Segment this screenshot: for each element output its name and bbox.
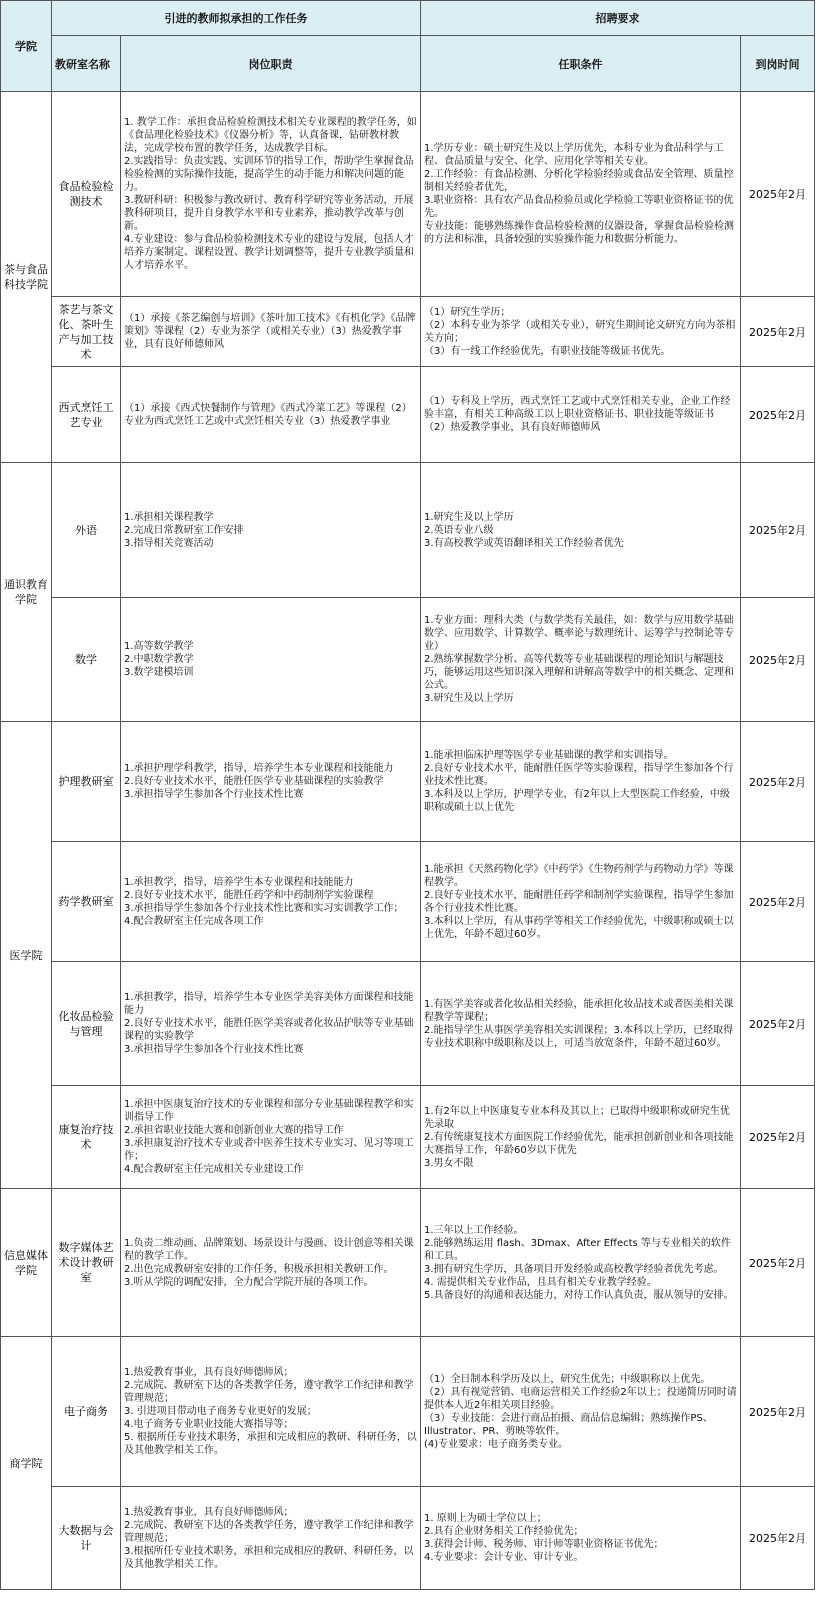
header-row-2: [1, 36, 815, 92]
cell-line: 4.专业要求：会计专业、审计专业。: [424, 1552, 584, 1563]
cell-line: 2.有传统康复技术方面医院工作经验优先，能承担创新创业和各项技能大赛指导工作，年龄60岁以下优先: [424, 1131, 734, 1156]
table-row: [1, 297, 815, 367]
cell-line: 3.承担指导学生参加各个行业技术性比赛和实习实训教学工作；: [124, 902, 404, 914]
conditions-cell: [421, 842, 741, 962]
cell-line: 3.教研科研：积极参与教改研讨、教育科学研究等业务活动，开展教科研项目，提升自身教学水平和专业素养，推动教学改革与创新。: [124, 195, 414, 232]
cell-line: 1.专业方面：理科大类（与数学类有关最佳，如：数学与应用数学基础数学、应用数学、计算数学、概率论与数理统计、运筹学与控制论等专业）: [424, 615, 734, 652]
cell-line: 2.熟练掌握数学分析、高等代数等专业基础课程的理论知识与解题技巧，能够运用这些知识深入理解和讲解高等数学中的相关概念、定理和公式。: [424, 654, 734, 691]
cell-line: 1. 教学工作：承担食品检验检测技术相关专业课程的教学任务，如《食品理化检验技术》《仪器分析》等，认真备课，钻研教材教法，完成学校布置的教学任务，达成教学目标。: [124, 117, 417, 154]
duties-cell: [121, 1086, 421, 1189]
cell-line: 1.有2年以上中医康复专业本科及其以上；已取得中级职称或研究生优先录取: [424, 1105, 730, 1130]
cell-line: 3.本科以上学历，有从事药学等相关工作经验优先，中级职称或硕士以上优先，年龄不超过60岁。: [424, 915, 734, 940]
duties-cell: [121, 842, 421, 962]
duties-cell: [121, 1189, 421, 1337]
cell-line: 2.完成院、教研室下达的各类教学任务，遵守教学工作纪律和教学管理规范；: [124, 1519, 414, 1544]
header-conditions: 任职条件: [421, 36, 741, 92]
cell-line: 3.承担指导学生参加各个行业技术性比赛: [124, 789, 304, 800]
cell-line: 5. 根据所任专业技术职务，承担和完成相应的教研、科研任务，以及其他教学相关工作。: [124, 1432, 417, 1456]
cell-line: （3）有一线工作经验优先，有职业技能等级证书优先。: [424, 345, 671, 357]
arrival-time-cell: 2025年2月: [741, 297, 815, 367]
cell-line: 1.承担中医康复治疗技术的专业课程和部分专业基础课程教学和实训指导工作: [124, 1099, 414, 1123]
cell-line: 5.具备良好的沟通和表达能力，对待工作认真负责，服从领导的安排。: [424, 1289, 734, 1301]
cell-line: （3）专业技能：会进行商品拍摄、商品信息编辑；熟练操作PS、Illustrator、PR、剪映等软件。: [424, 1412, 713, 1437]
cell-line: 1.承担相关课程教学: [124, 511, 214, 523]
conditions-cell: [421, 367, 741, 463]
conditions-cell: [421, 1189, 741, 1337]
college-cell: 通识教育学院: [1, 463, 52, 722]
cell-line: 2.能够熟练运用 flash、3Dmax、After Effects 等与专业相关的软件和工具。: [424, 1237, 731, 1262]
table-row: [1, 962, 815, 1086]
cell-line: 3.根据所任专业技术职务，承担和完成相应的教研、科研任务，以及其他教学相关工作。: [124, 1545, 414, 1570]
duties-cell: [121, 1337, 421, 1487]
table-row: [1, 598, 815, 722]
cell-line: 2.完成院、教研室下达的各类教学任务，遵守教学工作纪律和教学管理规范；: [124, 1380, 414, 1404]
cell-line: 2.良好专业技术水平，能胜任医学专业基础课程的实验教学: [124, 776, 384, 787]
arrival-time-cell: 2025年2月: [741, 1337, 815, 1487]
cell-line: 1.高等数学教学: [124, 641, 194, 652]
cell-line: 1.热爱教育事业，具有良好师德师风；: [124, 1506, 294, 1518]
dept-cell: 大数据与会计: [52, 1487, 121, 1590]
cell-line: （2）具有视觉营销、电商运营相关工作经验2年以上；投递简历同时请提供本人近2年相关项目经验。: [424, 1386, 737, 1411]
arrival-time-cell: 2025年2月: [741, 92, 815, 297]
cell-line: 4.电子商务专业职业技能大赛指导等；: [124, 1419, 294, 1430]
cell-line: 3.职业资格：具有农产品食品检验员或化学检验工等职业资格证书的优先。: [424, 195, 734, 219]
cell-line: （2）热爱教学事业，具有良好师德师风: [424, 422, 601, 433]
dept-cell: 康复治疗技术: [52, 1086, 121, 1189]
cell-line: 2.能指导学生从事医学美容相关实训课程；3.本科以上学历，已经取得专业技术职称中级职称及以上，可适当放宽条件，年龄不超过60岁。: [424, 1024, 734, 1049]
cell-line: （1）承接《西式快餐制作与管理》《西式冷菜工艺》等课程（2）专业为西式烹饪工艺或中式烹饪相关专业（3）热爱教学事业: [124, 402, 412, 427]
dept-cell: 电子商务: [52, 1337, 121, 1487]
arrival-time-cell: 2025年2月: [741, 1086, 815, 1189]
cell-line: 4.配合教研室主任完成各项工作: [124, 915, 264, 927]
cell-line: 1.能承担临床护理等医学专业基础课的教学和实训指导。: [424, 750, 674, 761]
table-row: [1, 1189, 815, 1337]
cell-line: 3.研究生及以上学历: [424, 693, 514, 704]
cell-line: 2.出色完成教研室安排的工作任务，积极承担相关教研工作。: [124, 1263, 394, 1275]
cell-line: （2）本科专业为茶学（或相关专业），研究生期间论文研究方向为茶相关方向；: [424, 319, 736, 344]
cell-line: 4. 需提供相关专业作品，且具有相关专业教学经验。: [424, 1276, 657, 1288]
cell-line: 1.能承担《天然药物化学》《中药学》《生物药剂学与药物动力学》等课程教学。: [424, 863, 734, 888]
header-arrival: 到岗时间: [741, 36, 815, 92]
duties-cell: [121, 463, 421, 598]
conditions-cell: [421, 1487, 741, 1590]
arrival-time-cell: 2025年2月: [741, 962, 815, 1086]
cell-line: 专业技能：能够熟练操作食品检验检测的仪器设备，掌握食品检验检测的方法和标准，具备较强的实验操作能力和数据分析能力。: [424, 221, 734, 245]
college-cell: 信息媒体学院: [1, 1189, 52, 1337]
dept-cell: 数学: [52, 598, 121, 722]
table-row: [1, 92, 815, 297]
cell-line: 3.承担指导学生参加各个行业技术性比赛: [124, 1044, 304, 1055]
table-row: [1, 722, 815, 842]
table-row: [1, 842, 815, 962]
cell-line: （1）专科及上学历，西式烹饪工艺或中式烹饪相关专业，企业工作经验丰富，有相关工种高级工以上职业资格证书、职业技能等级证书: [424, 396, 731, 420]
cell-line: 3.拥有研究生学历，具备项目开发经验或高校教学经验者优先考虑。: [424, 1263, 724, 1275]
duties-cell: [121, 598, 421, 722]
cell-line: 4.配合教研室主任完成相关专业建设工作: [124, 1164, 304, 1175]
cell-line: 3.指导相关竞赛活动: [124, 537, 214, 549]
cell-line: 1.承担护理学科教学，指导，培养学生本专业课程和技能能力: [124, 763, 394, 774]
table-row: [1, 463, 815, 598]
cell-line: 1.学历专业：硕士研究生及以上学历优先，本科专业为食品科学与工程、食品质量与安全、化学、应用化学等相关专业。: [424, 143, 724, 167]
conditions-cell: [421, 92, 741, 297]
cell-line: 1.三年以上工作经验。: [424, 1224, 524, 1236]
cell-line: （1）研究生学历；: [424, 306, 511, 318]
cell-line: 1.承担教学，指导，培养学生本专业课程和技能能力: [124, 876, 354, 888]
arrival-time-cell: 2025年2月: [741, 367, 815, 463]
cell-line: 2.工作经验：有食品检测、分析化学检验经验或食品安全管理、质量控制相关经验者优先，: [424, 169, 734, 193]
cell-line: 2.承担省职业技能大赛和创新创业大赛的指导工作: [124, 1125, 344, 1136]
cell-line: (4)专业要求：电子商务类专业。: [424, 1438, 569, 1450]
dept-cell: 外语: [52, 463, 121, 598]
cell-line: 3.承担康复治疗技术专业或者中医养生技术专业实习、见习等项工作；: [124, 1138, 414, 1162]
duties-cell: [121, 962, 421, 1086]
dept-cell: 护理教研室: [52, 722, 121, 842]
header-duties: 岗位职责: [121, 36, 421, 92]
duties-cell: [121, 722, 421, 842]
cell-line: 1. 原则上为硕士学位以上；: [424, 1513, 547, 1524]
dept-cell: 药学教研室: [52, 842, 121, 962]
dept-cell: 化妆品检验与管理: [52, 962, 121, 1086]
dept-cell: 数字媒体艺术设计教研室: [52, 1189, 121, 1337]
conditions-cell: [421, 962, 741, 1086]
cell-line: 1.负责二维动画、品牌策划、场景设计与漫画、设计创意等相关课程的教学工作。: [124, 1237, 414, 1262]
cell-line: 4.专业建设：参与食品检验检测技术专业的建设与发展，包括人才培养方案制定、课程设置、教学计划调整等，提升专业教学质量和人才培养水平。: [124, 234, 414, 271]
cell-line: 2.良好专业技术水平，能胜任医学美容或者化妆品护肤等专业基础课程的实验教学: [124, 1018, 414, 1042]
duties-cell: [121, 367, 421, 463]
conditions-cell: [421, 1337, 741, 1487]
cell-line: 1.热爱教育事业，具有良好师德师风；: [124, 1367, 294, 1378]
conditions-cell: [421, 463, 741, 598]
duties-cell: [121, 1487, 421, 1590]
table-row: [1, 1337, 815, 1487]
cell-line: 2.良好专业技术水平，能耐胜任医学等实验课程，指导学生参加各个行业技术性比赛。: [424, 763, 734, 787]
table-row: [1, 1086, 815, 1189]
cell-line: 2.完成日常教研室工作安排: [124, 524, 244, 536]
arrival-time-cell: 2025年2月: [741, 1189, 815, 1337]
cell-line: 2.具有企业财务相关工作经验优先；: [424, 1526, 584, 1537]
dept-cell: 茶艺与茶文化、茶叶生产与加工技术: [52, 297, 121, 367]
header-college: 学院: [1, 1, 52, 92]
arrival-time-cell: 2025年2月: [741, 463, 815, 598]
college-cell: 茶与食品科技学院: [1, 92, 52, 463]
arrival-time-cell: 2025年2月: [741, 598, 815, 722]
cell-line: 3.听从学院的调配安排，全力配合学院开展的各项工作。: [124, 1276, 374, 1288]
header-dept: 教研室名称: [52, 36, 121, 92]
cell-line: 3.男女不限: [424, 1157, 474, 1169]
header-requirements-group: 招聘要求: [421, 1, 815, 36]
table-row: [1, 367, 815, 463]
college-cell: 商学院: [1, 1337, 52, 1590]
cell-line: （1）全日制本科学历及以上，研究生优先；中级职称以上优先。: [424, 1373, 711, 1385]
duties-cell: [121, 92, 421, 297]
cell-line: 2.实践指导：负责实践、实训环节的指导工作，帮助学生掌握食品检验检测的实际操作技能，提高学生的动手能力和解决问题的能力。: [124, 156, 414, 193]
cell-line: 3.数学建模培训: [124, 667, 194, 678]
conditions-cell: [421, 297, 741, 367]
dept-cell: 食品检验检测技术: [52, 92, 121, 297]
conditions-cell: [421, 722, 741, 842]
cell-line: 2.良好专业技术水平，能耐胜任药学和制剂学实验课程，指导学生参加各个行业技术性比赛。: [424, 889, 734, 914]
cell-line: 3. 引进项目带动电子商务专业更好的发展；: [124, 1406, 317, 1417]
cell-line: 1.承担教学，指导，培养学生本专业医学美容美体方面课程和技能能力: [124, 992, 414, 1016]
cell-line: 2.英语专业八级: [424, 524, 494, 536]
table-row: [1, 1487, 815, 1590]
conditions-cell: [421, 1086, 741, 1189]
arrival-time-cell: 2025年2月: [741, 1487, 815, 1590]
cell-line: 2.中职数学教学: [124, 654, 194, 665]
cell-line: 3.获得会计师、税务师、审计师等职业资格证书优先；: [424, 1539, 664, 1550]
arrival-time-cell: 2025年2月: [741, 722, 815, 842]
cell-line: 3.有高校教学或英语翻译相关工作经验者优先: [424, 537, 624, 549]
college-cell: 医学院: [1, 722, 52, 1189]
dept-cell: 西式烹饪工艺专业: [52, 367, 121, 463]
cell-line: （1）承接《茶艺编创与培训》《茶叶加工技术》《有机化学》《品牌策划》等课程（2）专业为茶学（或相关专业）（3）热爱教学事业，具有良好师德师风: [124, 313, 416, 350]
cell-line: 2.良好专业技术水平，能胜任药学和中药制剂学实验课程: [124, 889, 374, 901]
cell-line: 1.有医学美容或者化妆品相关经验，能承担化妆品技术或者医美相关课程教学等课程；: [424, 998, 734, 1023]
arrival-time-cell: 2025年2月: [741, 842, 815, 962]
duties-cell: [121, 297, 421, 367]
conditions-cell: [421, 598, 741, 722]
cell-line: 3.本科及以上学历，护理学专业，有2年以上大型医院工作经验，中级职称或硕士以上优先: [424, 789, 730, 813]
header-row-1: [1, 1, 815, 36]
header-tasks-group: 引进的教师拟承担的工作任务: [52, 1, 421, 36]
cell-line: 1.研究生及以上学历: [424, 511, 514, 523]
